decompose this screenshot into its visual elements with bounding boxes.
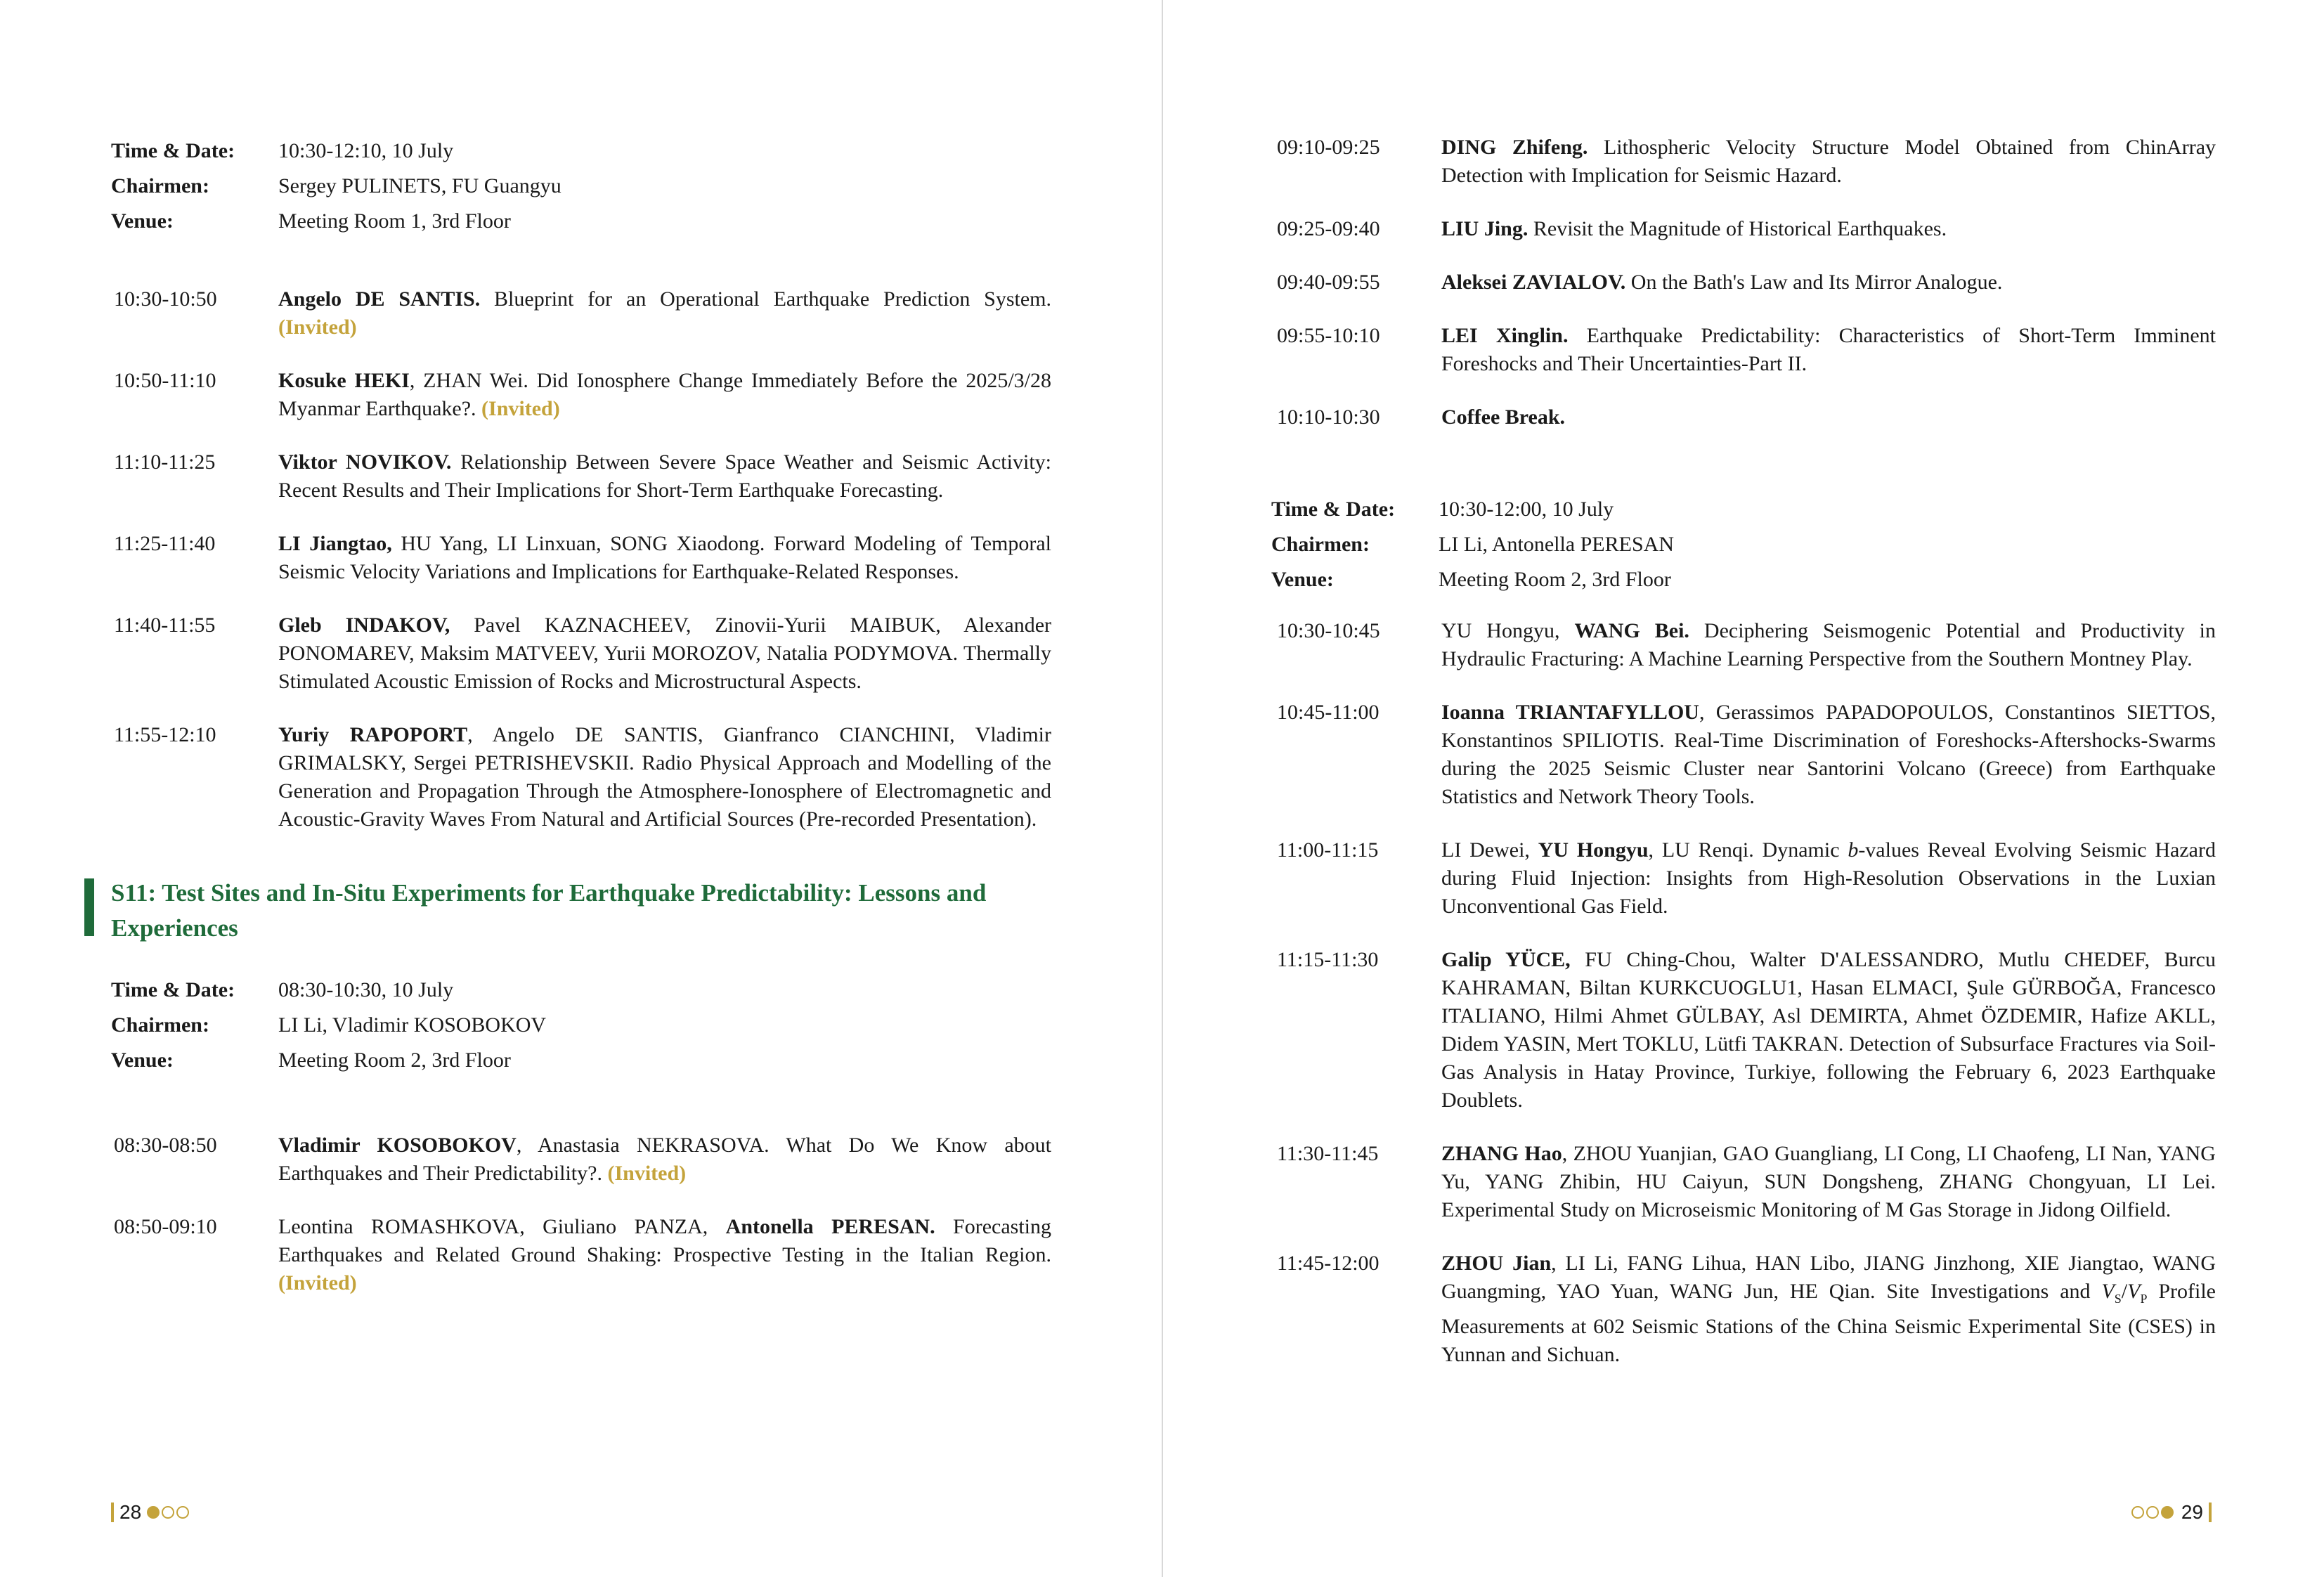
talk-item [111,611,1051,696]
page-number: 28 [119,1501,142,1523]
meta-time-value: 10:30-12:10, 10 July [278,139,454,162]
talk-presenter: Viktor NOVIKOV. [278,450,452,474]
talk-slash: / [2121,1280,2128,1303]
talk-italic: V [2127,1280,2141,1303]
meta-venue-value: Meeting Room 2, 3rd Floor [1439,568,1671,591]
meta-chair-label: Chairmen: [1271,533,1370,556]
talk-text: Deciphering Seismogenic Potential and Productivity in Hydraulic Fracturing: A Machine Learning Perspective from the Southern Montney Play. [1441,619,2216,670]
meta-time-label: Time & Date: [1271,498,1396,521]
talk-presenter: LEI Xinglin. [1441,324,1569,347]
talk-presenter: ZHANG Hao [1441,1142,1562,1165]
talk-body [1441,946,2216,1115]
talk-body [1441,134,2216,190]
talk-item [1274,1250,2216,1369]
talk-italic: V [2101,1280,2115,1303]
talk-coauthors: LI Dewei, [1441,838,1538,862]
page-divider [1162,0,1163,1577]
talk-subscript: S [2114,1292,2122,1306]
talk-presenter: DING Zhifeng. [1441,136,1588,159]
talk-item [1274,322,2216,378]
page-number: 29 [2181,1501,2203,1523]
meta-chair-row [111,1008,1051,1043]
meta-venue-row [111,204,1051,239]
talk-text: Pavel KAZNACHEEV, Zinovii-Yurii MAIBUK, Alexander PONOMAREV, Maksim MATVEEV, Yurii MOROZOV, Natalia PODYMOVA. Thermally Stimulated Acoustic Emission of Rocks and Microstructural Aspects. [278,614,1052,693]
talk-presenter: ZHOU Jian [1441,1252,1552,1275]
meta-chair-label: Chairmen: [111,174,209,197]
talk-text-cont: -values Reveal Evolving Seismic Hazard during Fluid Injection: Insights from High-Resolution Observations in the Luxian Unconventional Gas Field. [1441,838,2216,918]
session-title: S11: Test Sites and In-Situ Experiments for Earthquake Predictability: Lessons and Experiences [111,879,987,942]
talk-time: 11:25-11:40 [114,532,216,555]
talk-presenter: WANG Bei. [1574,619,1689,642]
meta-time-row [111,973,1051,1008]
meta-chair-row [1271,527,2216,562]
meta-venue-label: Venue: [1271,568,1334,591]
talk-coauthors: YU Hongyu, [1441,619,1575,642]
talk-presenter: Yuriy RAPOPORT [278,723,468,746]
talk-text: Blueprint for an Operational Earthquake Prediction System. [480,287,1051,311]
right-content [1271,134,2216,1394]
talk-presenter: YU Hongyu [1538,838,1649,862]
talk-body [278,285,1051,342]
session-heading [111,876,1051,946]
meta-chair-label: Chairmen: [111,1013,209,1037]
talk-item [111,448,1051,505]
meta-venue-label: Venue: [111,1049,174,1072]
talk-text: , Gerassimos PAPADOPOULOS, Constantinos SIETTOS, Konstantinos SPILIOTIS. Real-Time Discrimination of Foreshocks-Aftershocks-Swarms during the 2025 Seismic Cluster near Santorini Volcano (Greece) from Earthquake Statistics and Network Theory Tools. [1441,701,2216,808]
talk-subscript: P [2140,1292,2148,1306]
talk-text: , Anastasia NEKRASOVA. What Do We Know about Earthquakes and Their Predictability?. [278,1134,1051,1185]
left-content [111,134,1051,1323]
talk-time: 11:00-11:15 [1277,838,1379,862]
talk-body [1441,268,2216,297]
talk-body [1441,1250,2216,1369]
meta-time-label: Time & Date: [111,978,235,1001]
talk-item [111,530,1051,586]
meta-chair-value: LI Li, Vladimir KOSOBOKOV [278,1013,547,1037]
talk-body [1441,617,2216,673]
talk-item [1274,1140,2216,1224]
talk-body [278,1131,1051,1188]
invited-tag: (Invited) [607,1162,687,1185]
right-page [1162,0,2324,1577]
meta-time-label: Time & Date: [111,139,235,162]
footer-dots-icon [2131,1506,2176,1519]
talk-time: 08:30-08:50 [114,1134,217,1157]
talk-time: 11:55-12:10 [114,723,216,746]
talk-text: On the Bath's Law and Its Mirror Analogue. [1625,271,2003,294]
talk-presenter: Gleb INDAKOV, [278,614,450,637]
meta-venue-row [111,1043,1051,1078]
talk-text: Earthquake Predictability: Characteristics of Short-Term Imminent Foreshocks and Their Uncertainties-Part II. [1441,324,2216,375]
talk-time: 09:25-09:40 [1277,217,1380,240]
talk-text-cont: Profile Measurements at 602 Seismic Stations of the China Seismic Experimental Site (CSES) in Yunnan and Sichuan. [1441,1280,2216,1366]
meta-time-row [111,134,1051,169]
page-footer-right [2131,1501,2212,1524]
talk-text: , Angelo DE SANTIS, Gianfranco CIANCHINI, Vladimir GRIMALSKY, Sergei PETRISHEVSKII. Radio Physical Approach and Modelling of the Generation and Propagation Through the Atmosphere-Ionosphere of Electromagnetic and Acoustic-Gravity Waves From Natural and Artificial Sources (Pre-recorded Presentation). [278,723,1051,831]
talk-item [1274,268,2216,297]
talk-time: 08:50-09:10 [114,1215,217,1238]
talk-time: 11:40-11:55 [114,614,216,637]
talk-presenter: Aleksei ZAVIALOV. [1441,271,1626,294]
talk-text: Relationship Between Severe Space Weather and Seismic Activity: Recent Results and Their Implications for Short-Term Earthquake Forecasting. [278,450,1051,502]
talk-presenter: Ioanna TRIANTAFYLLOU [1441,701,1699,724]
talk-body [1441,215,2216,243]
talk-time: 10:10-10:30 [1277,405,1380,429]
talk-item [111,1131,1051,1188]
meta-chair-value: Sergey PULINETS, FU Guangyu [278,174,561,197]
footer-bar-marker [2209,1503,2212,1522]
talk-text: , LI Li, FANG Lihua, HAN Libo, JIANG Jinzhong, XIE Jiangtao, WANG Guangming, YAO Yuan, WANG Jun, HE Qian. Site Investigations and [1441,1252,2216,1303]
talk-item [1274,134,2216,190]
talk-text: HU Yang, LI Linxuan, SONG Xiaodong. Forward Modeling of Temporal Seismic Velocity Variations and Implications for Earthquake-Related Responses. [278,532,1051,583]
talk-time: 09:10-09:25 [1277,136,1380,159]
talk-body [278,1213,1051,1297]
talk-item [111,721,1051,833]
talk-text: , ZHAN Wei. Did Ionosphere Change Immediately Before the 2025/3/28 Myanmar Earthquake?. [278,369,1051,420]
talk-text: , ZHOU Yuanjian, GAO Guangliang, LI Cong, LI Chaofeng, LI Nan, YANG Yu, YANG Zhibin, HU Caiyun, SUN Dongsheng, ZHANG Chongyuan, LI Lei. Experimental Study on Microseismic Monitoring of M Gas Storage in Jidong Oilfield. [1441,1142,2216,1221]
talk-time: 10:30-10:45 [1277,619,1380,642]
talk-body [278,448,1051,505]
talk-time: 11:10-11:25 [114,450,216,474]
talk-presenter: Vladimir KOSOBOKOV [278,1134,517,1157]
talk-item [111,285,1051,342]
talk-time: 09:40-09:55 [1277,271,1380,294]
talk-presenter: Kosuke HEKI [278,369,410,392]
talk-coauthors: Leontina ROMASHKOVA, Giuliano PANZA, [278,1215,726,1238]
invited-tag: (Invited) [278,316,357,339]
talk-body [1441,403,2216,431]
talk-body [1441,1140,2216,1224]
talk-item [1274,836,2216,921]
talk-time: 09:55-10:10 [1277,324,1380,347]
meta-time-value: 08:30-10:30, 10 July [278,978,454,1001]
session-meta [1271,492,2216,597]
talk-text: Revisit the Magnitude of Historical Earthquakes. [1528,217,1947,240]
meta-venue-value: Meeting Room 2, 3rd Floor [278,1049,511,1072]
coffee-break-label: Coffee Break. [1441,405,1566,429]
talk-italic: b [1848,838,1859,862]
talk-presenter: LIU Jing. [1441,217,1528,240]
talk-item [1274,617,2216,673]
meta-time-row [1271,492,2216,527]
talk-time: 10:45-11:00 [1277,701,1380,724]
talk-body [1441,699,2216,811]
footer-bar-marker [111,1503,114,1522]
talk-item [1274,215,2216,243]
talk-body [278,611,1051,696]
talk-item-break [1274,403,2216,431]
talk-body [1441,322,2216,378]
meta-venue-value: Meeting Room 1, 3rd Floor [278,209,511,233]
invited-tag: (Invited) [481,397,560,420]
talk-body [278,721,1051,833]
meta-time-value: 10:30-12:00, 10 July [1439,498,1614,521]
talk-body [1441,836,2216,921]
talk-item [1274,946,2216,1115]
talk-item [1274,699,2216,811]
talk-item [111,1213,1051,1297]
talk-text: , LU Renqi. Dynamic [1648,838,1848,862]
talk-text: FU Ching-Chou, Walter D'ALESSANDRO, Mutlu CHEDEF, Burcu KAHRAMAN, Biltan KURKCUOGLU1, Hasan ELMACI, Şule GÜRBOĞA, Francesco ITALIANO, Hilmi Ahmet GÜLBAY, Asl DEMIRTA, Ahmet ÖZDEMIR, Hafize AKLL, Didem YASIN, Mert TOKLU, Lütfi TAKRAN. Detection of Subsurface Fractures via Soil-Gas Analysis in Hatay Province, Turkiye, following the February 6, 2023 Earthquake Doublets. [1441,948,2216,1112]
talk-time: 10:50-11:10 [114,369,216,392]
meta-chair-row [111,169,1051,204]
talk-body [278,530,1051,586]
meta-chair-value: LI Li, Antonella PERESAN [1439,533,1674,556]
talk-text: Forecasting Earthquakes and Related Ground Shaking: Prospective Testing in the Italian Region. [278,1215,1051,1266]
meta-venue-label: Venue: [111,209,174,233]
session-meta [111,973,1051,1078]
talk-item [111,367,1051,423]
meta-venue-row [1271,562,2216,597]
talk-time: 11:45-12:00 [1277,1252,1380,1275]
talk-body [278,367,1051,423]
footer-dots-icon [147,1506,191,1519]
talk-presenter: Angelo DE SANTIS. [278,287,481,311]
page-footer-left [111,1501,191,1524]
session-meta [111,134,1051,239]
talk-time: 11:15-11:30 [1277,948,1379,971]
talk-time: 10:30-10:50 [114,287,217,311]
talk-text: Lithospheric Velocity Structure Model Obtained from ChinArray Detection with Implication for Seismic Hazard. [1441,136,2216,187]
talk-presenter: LI Jiangtao, [278,532,392,555]
talk-time: 11:30-11:45 [1277,1142,1379,1165]
invited-tag: (Invited) [278,1271,357,1294]
session-bar-marker [84,878,94,936]
talk-presenter: Galip YÜCE, [1441,948,1571,971]
talk-presenter: Antonella PERESAN. [725,1215,935,1238]
